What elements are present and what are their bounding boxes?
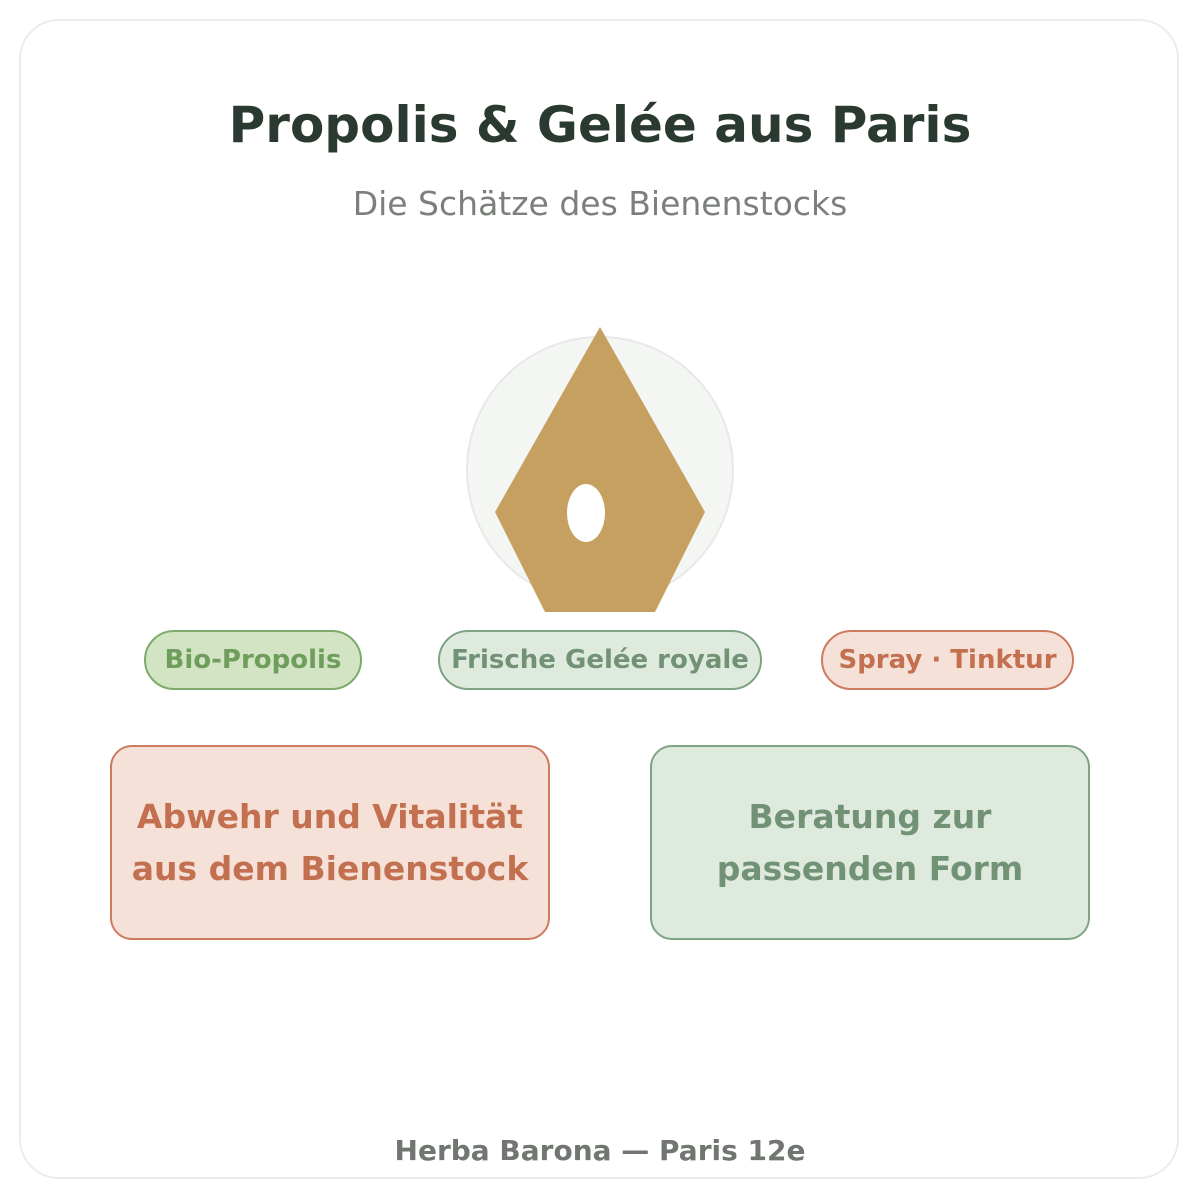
- page-title: Propolis & Gelée aus Paris: [228, 96, 972, 154]
- tag-bio-propolis: Bio-Propolis: [144, 630, 362, 690]
- feature-text-vitality: Abwehr und Vitalität aus dem Bienenstock: [131, 796, 529, 888]
- tag-spray-tinktur: Spray · Tinktur: [821, 630, 1074, 690]
- footer-brand: Herba Barona — Paris 12e: [394, 1134, 806, 1167]
- drop-highlight: [567, 484, 605, 542]
- feature-text-advice: Beratung zur passenden Form: [716, 796, 1024, 888]
- tag-gelee-royale: Frische Gelée royale: [438, 630, 762, 690]
- emblem: [460, 320, 740, 620]
- feature-card-vitality: [110, 745, 550, 940]
- page-subtitle: Die Schätze des Bienenstocks: [352, 184, 848, 223]
- propolis-drop-icon: [460, 320, 740, 620]
- feature-card-advice: [650, 745, 1090, 940]
